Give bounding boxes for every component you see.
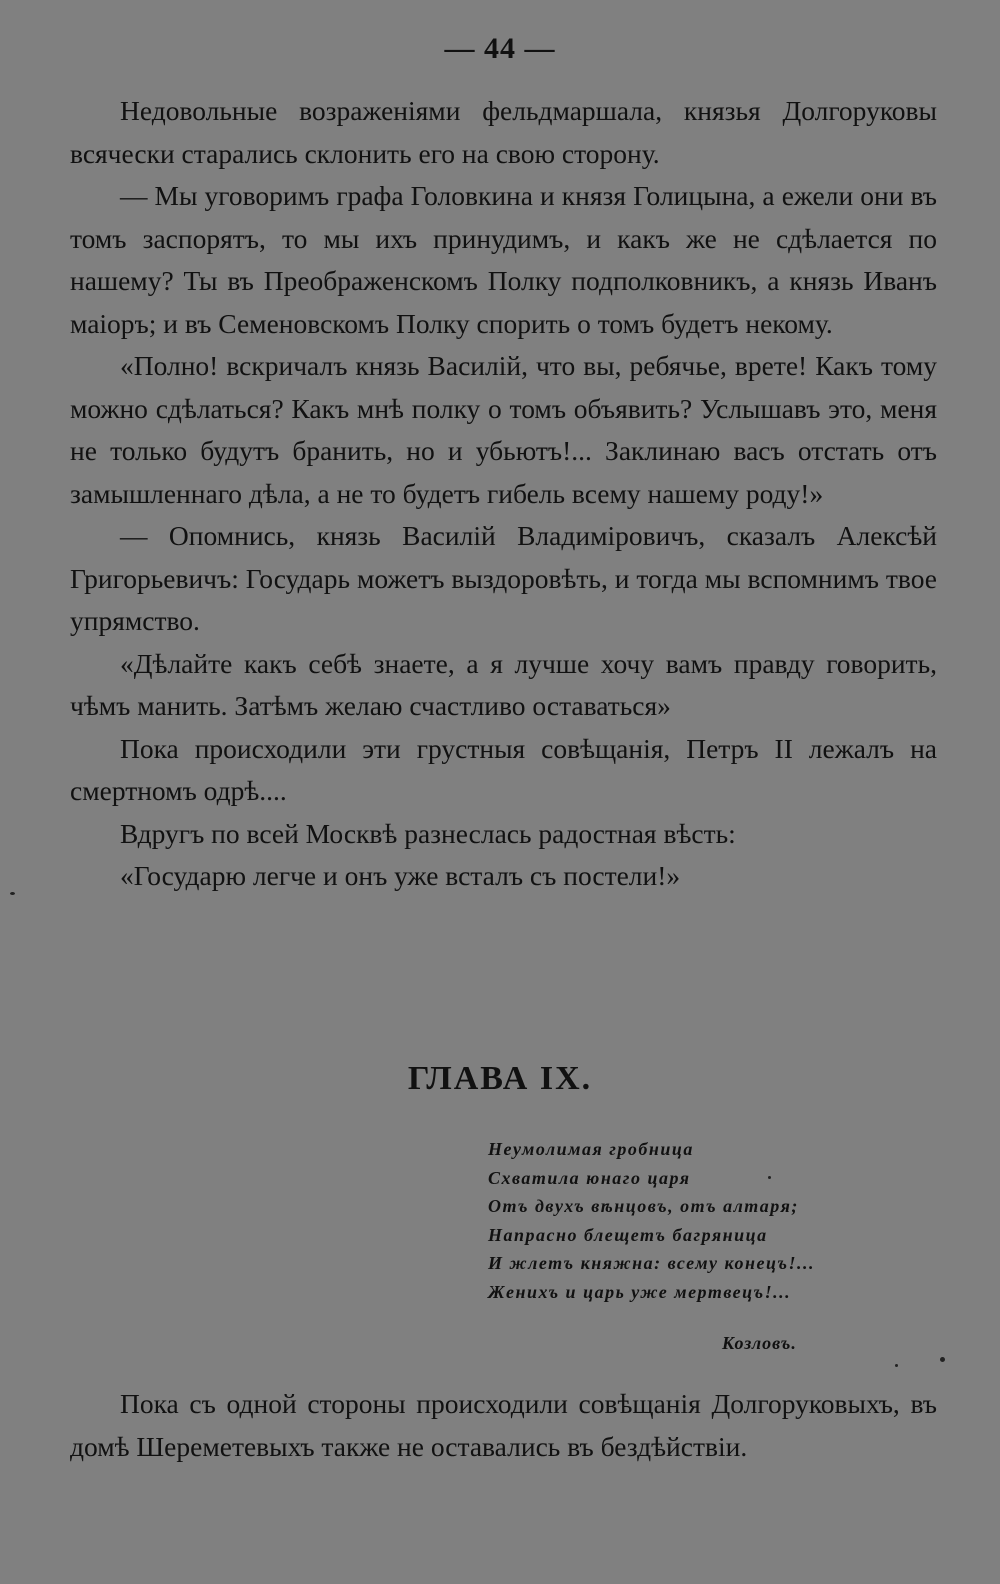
chapter-title: ГЛАВА IX. [407,1060,593,1097]
paragraph: «Полно! вскричалъ князь Василій, что вы, ребячье, врете! Какъ тому можно сдѣлаться? Какъ мнѣ полку о томъ объявить? Услышавъ это, меня не только будутъ бранить, но и убьютъ!... Заклинаю васъ отстать отъ замышленнаго дѣла, а не то будетъ гибель всему нашему роду!» [70,350,937,509]
epigraph-line: Схватила юнаго царя [488,1167,691,1188]
main-text-top [70,90,937,898]
paragraph: — Опомнись, князь Василій Владиміровичъ, сказалъ Алексѣй Григорьевичъ: Государь можетъ выздоровѣть, и тогда мы вспомнимъ твое упрямство. [70,520,937,636]
epigraph [488,1135,918,1306]
epigraph-line: Напрасно блещетъ багряница [488,1224,768,1245]
epigraph-author: Козловъ. [722,1333,797,1353]
epigraph-line: Отъ двухъ вѣнцовъ, отъ алтаря; [488,1196,799,1216]
epigraph-line: Женихъ и царь уже мертвецъ!... [488,1281,792,1302]
paragraph: Вдругъ по всей Москвѣ разнеслась радостная вѣсть: [120,817,736,849]
print-speck [895,1364,898,1367]
page-number: — 44 — [444,32,556,65]
epigraph-line: Неумолимая гробница [488,1139,694,1159]
paragraph: Недовольные возраженіями фельдмаршала, князья Долгоруковы всячески старались склонить его на свою сторону. [70,95,937,169]
paragraph: «Государю легче и онъ уже всталъ съ постели!» [120,860,681,891]
print-speck [10,892,15,895]
print-speck [768,1176,771,1179]
main-text-bottom [70,1383,937,1468]
paragraph: Пока съ одной стороны происходили совѣщанія Долгоруковыхъ, въ домѣ Шереметевыхъ также не оставались въ бездѣйствіи. [70,1388,937,1462]
print-speck [940,1357,945,1362]
paragraph: — Мы уговоримъ графа Головкина и князя Голицына, а ежели они въ томъ заспорятъ, то мы ихъ принудимъ, и какъ же не сдѣлается по нашему? Ты въ Преображенскомъ Полку подполковникъ, а князь Иванъ маіоръ; и въ Семеновскомъ Полку спорить о томъ будетъ некому. [70,180,937,339]
paragraph: «Дѣлайте какъ себѣ знаете, а я лучше хочу вамъ правду говорить, чѣмъ манить. Затѣмъ желаю счастливо оставаться» [70,647,937,721]
epigraph-line: И жлетъ княжна: всему конецъ!... [488,1253,815,1273]
paragraph: Пока происходили эти грустныя совѣщанія, Петръ II лежалъ на смертномъ одрѣ.... [70,732,937,806]
